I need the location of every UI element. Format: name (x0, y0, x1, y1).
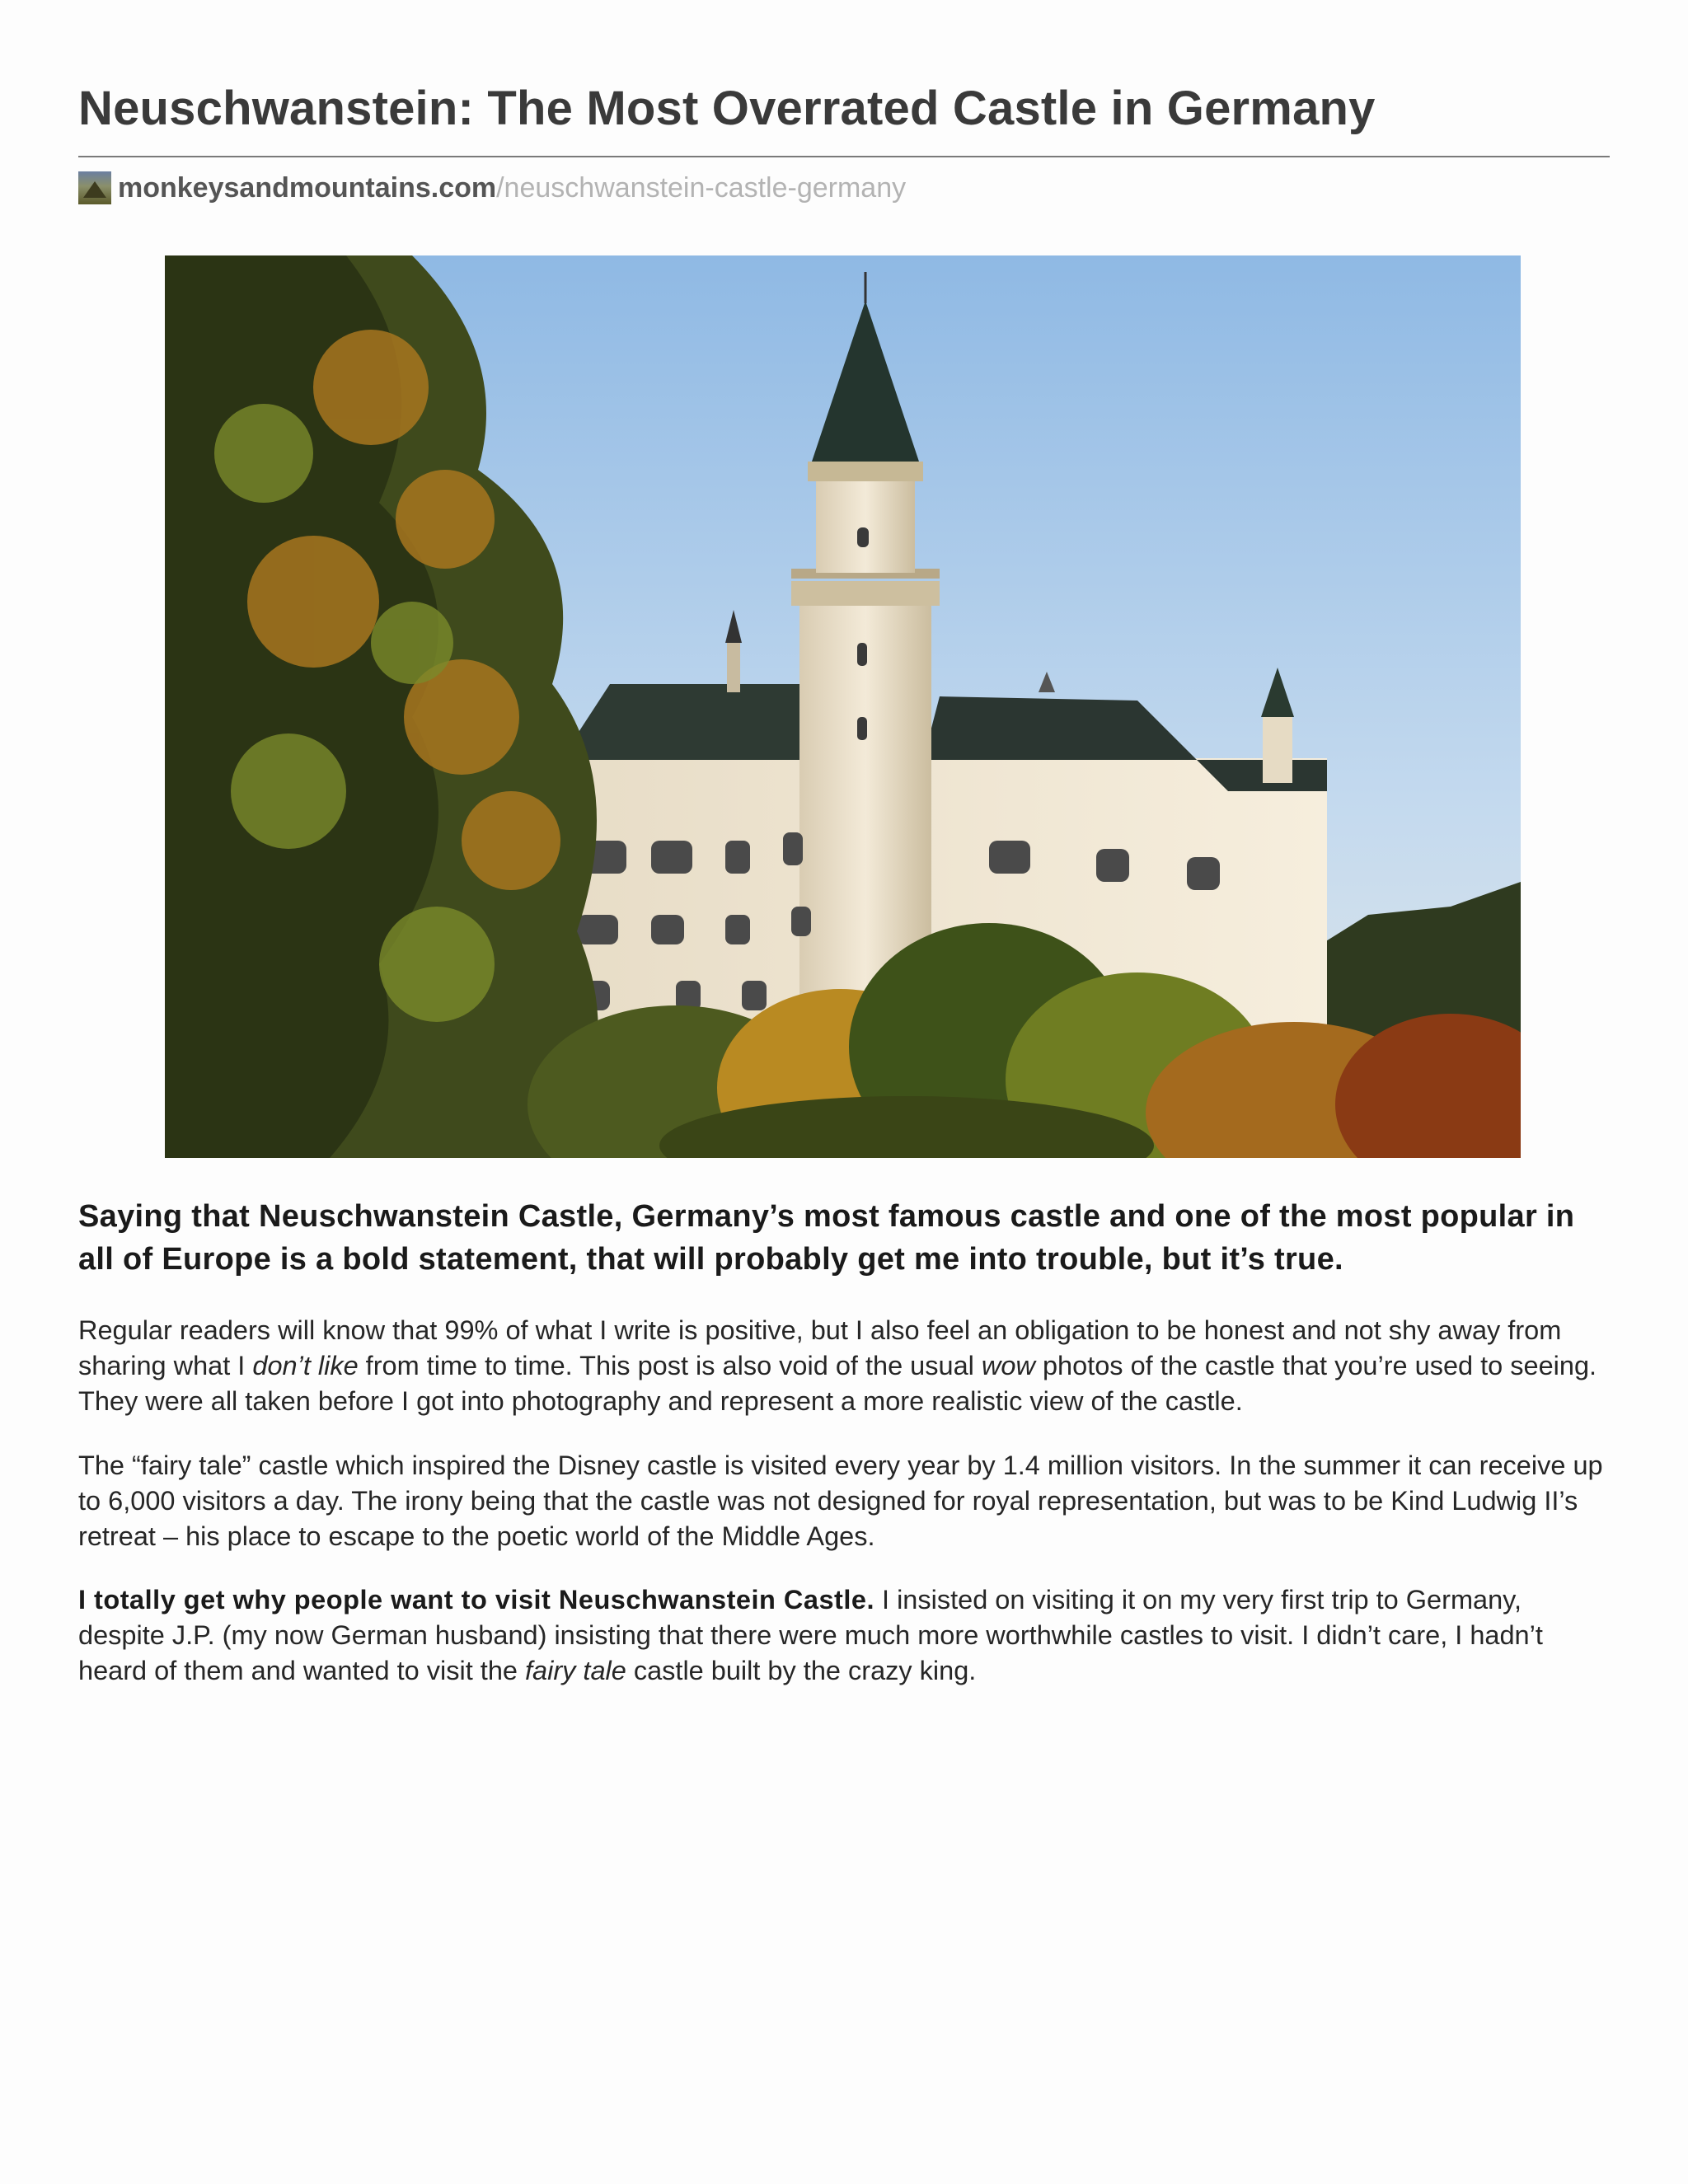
p3-strong-text: I totally get why people want to visit Neuschwanstein Castle. (78, 1585, 874, 1615)
p3-text-a: I insisted on visiting it on my very first trip to Germany, despite J.P. (my now German husband) insisting that there were much more worthwhile castles to visit. I didn’t care, I hadn’t heard of them and wanted to visit the (78, 1585, 1543, 1685)
title-divider (78, 156, 1610, 157)
p1-text-a: Regular readers will know that 99% of what I write is positive, but I also feel an obligation to be honest and not shy away from sharing what I (78, 1315, 1562, 1380)
p3-text-b: castle built by the crazy king. (626, 1656, 977, 1685)
p1-text-e: photos of the castle that you’re used to seeing. They were all taken before I got into photography and represent a more realistic view of the castle. (78, 1351, 1597, 1416)
body-paragraph-2: The “fairy tale” castle which inspired the Disney castle is visited every year by 1.4 million visitors. In the summer it can receive up to 6,000 visitors a day. The irony being that the castle was not designed for royal representation, but was to be Kind Ludwig II’s retreat – his place to escape to the poetic world of the Middle Ages. (78, 1451, 1603, 1551)
p1-emphasis-dont-like: don’t like (252, 1351, 359, 1380)
castle-photo (165, 255, 1521, 1158)
source-domain[interactable]: monkeysandmountains.com (118, 171, 497, 204)
lead-paragraph: Saying that Neuschwanstein Castle, Germany’s most famous castle and one of the most popular in all of Europe is a bold statement, that will probably get me into trouble, but it’s true. (78, 1199, 1575, 1277)
p1-text-c: from time to time. This post is also void of the usual (358, 1351, 982, 1380)
body-paragraph-3 (78, 1582, 1611, 1689)
article-title: Neuschwanstein: The Most Overrated Castle in Germany (78, 82, 1376, 135)
p1-emphasis-wow: wow (981, 1351, 1035, 1380)
p3-emphasis-fairy-tale: fairy tale (525, 1656, 626, 1685)
source-link[interactable] (78, 171, 906, 204)
source-path[interactable]: /neuschwanstein-castle-germany (496, 171, 907, 204)
mountain-thumbnail-icon (78, 171, 111, 204)
body-paragraph-1 (78, 1313, 1611, 1419)
